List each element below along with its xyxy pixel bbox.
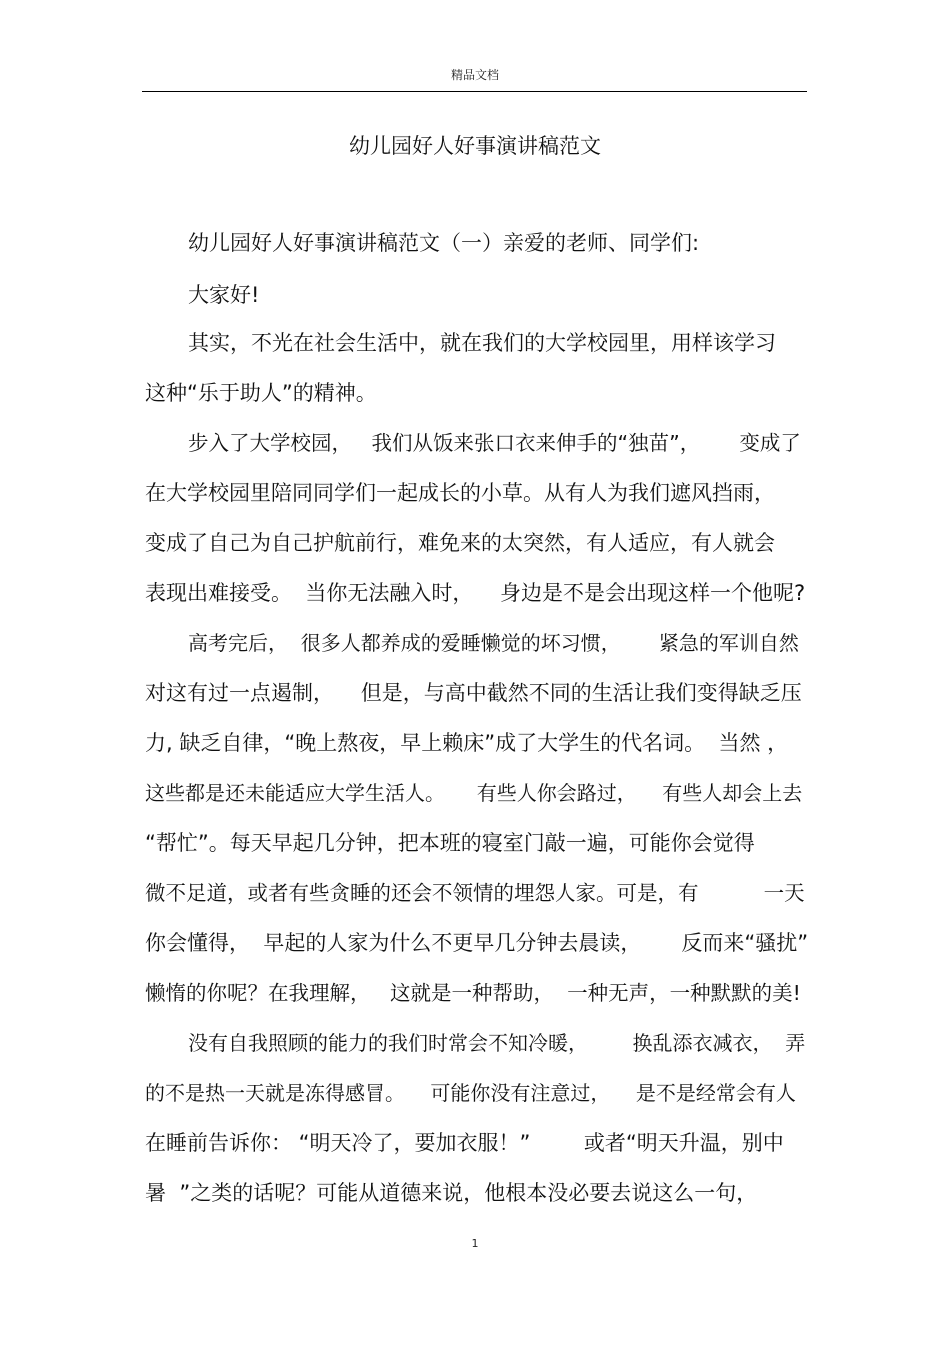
paragraph-line: 幼儿园好人好事演讲稿范文（一）亲爱的老师、同学们:	[188, 231, 700, 255]
paragraph-line: “帮忙”。每天早起几分钟，把本班的寝室门敲一遍，可能你会觉得	[145, 831, 755, 855]
paragraph-line: 在睡前告诉你： “明天冷了，要加衣服！” 或者“明天升温，别中	[145, 1131, 784, 1155]
paragraph-line: 表现出难接受。 当你无法融入时， 身边是不是会出现这样一个他呢?	[145, 581, 806, 605]
paragraph-line: 这种“乐于助人”的精神。	[145, 381, 377, 405]
paragraph-line: 你会懂得， 早起的人家为什么不更早几分钟去晨读， 反而来“骚扰”	[145, 931, 809, 955]
paragraph-line: 在大学校园里陪同同学们一起成长的小草。从有人为我们遮风挡雨，	[145, 481, 775, 505]
paragraph-line: 懒惰的你呢？在我理解， 这就是一种帮助， 一种无声，一种默默的美!	[145, 981, 801, 1005]
paragraph-line: 变成了自己为自己护航前行，难免来的太突然，有人适应，有人就会	[145, 531, 775, 555]
paragraph-line: 这些都是还未能适应大学生活人。 有些人你会路过， 有些人却会上去	[145, 781, 803, 805]
paragraph-line: 其实，不光在社会生活中，就在我们的大学校园里，用样该学习	[188, 331, 776, 355]
paragraph-line: 暑 ”之类的话呢？可能从道德来说，他根本没必要去说这么一句，	[145, 1181, 758, 1205]
paragraph-line: 的不是热一天就是冻得感冒。 可能你没有注意过， 是不是经常会有人	[145, 1081, 796, 1105]
page-number: 1	[471, 1237, 479, 1250]
page-header: 精品文档	[450, 68, 499, 82]
header-divider	[142, 91, 807, 92]
paragraph-line: 步入了大学校园， 我们从饭来张口衣来伸手的“独苗”， 变成了	[188, 431, 801, 455]
paragraph-line: 微不足道，或者有些贪睡的还会不领情的埋怨人家。可是，有 一天	[145, 881, 805, 905]
paragraph-line: 力, 缺乏自律，“晚上熬夜，早上赖床”成了大学生的代名词。 当然 ，	[145, 731, 789, 755]
paragraph-line: 没有自我照顾的能力的我们时常会不知冷暖， 换乱添衣减衣， 弄	[188, 1031, 806, 1055]
paragraph-line: 高考完后， 很多人都养成的爱睡懒觉的坏习惯， 紧急的军训自然	[188, 631, 799, 655]
document-title: 幼儿园好人好事演讲稿范文	[349, 134, 601, 158]
paragraph-line: 大家好!	[188, 283, 260, 307]
paragraph-line: 对这有过一点遏制， 但是，与高中截然不同的生活让我们变得缺乏压	[145, 681, 802, 705]
